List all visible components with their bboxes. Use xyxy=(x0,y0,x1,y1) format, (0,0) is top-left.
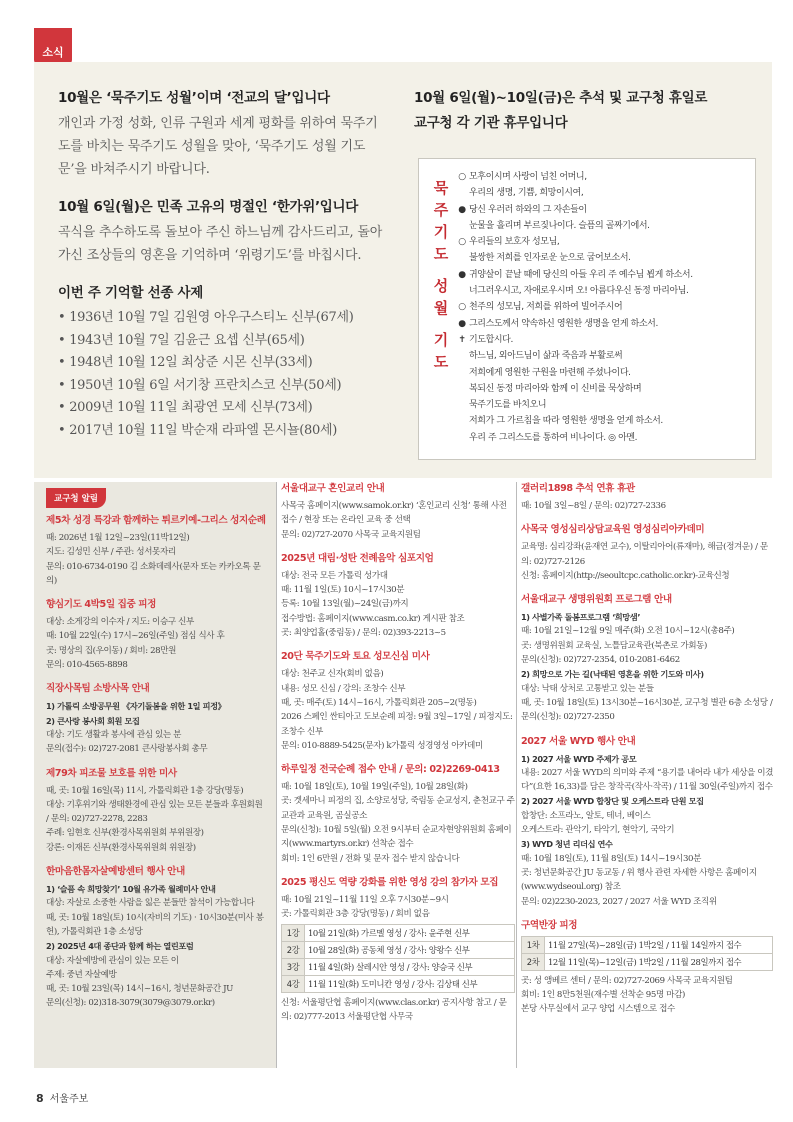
notice-section xyxy=(46,514,266,588)
notice-line: 때: 10월 18일(토), 11월 8일(토) 14시~19시30분 xyxy=(521,853,701,864)
prayer-line xyxy=(455,348,751,364)
notice-line: 2) 큰사랑 봉사회 회원 모집 xyxy=(46,715,140,726)
prayer-line-text: 당신 우러러 하와의 그 자손들이 xyxy=(469,204,587,215)
prayer-line-text: 복되신 동정 마리아와 함께 이 신비를 묵상하며 xyxy=(469,383,642,394)
rosary-month-heading: 10월은 ‘묵주기도 성월’이며 ‘전교의 달’입니다 xyxy=(58,90,330,106)
notice-line: 내용: 2027 서울 WYD의 의미와 주제 “용기를 내어라 내가 세상을 이겼다”(요한 16,33)를 담은 창작곡(작사·작곡) / 11월 30일(주일)까지 접수 xyxy=(521,767,774,793)
notice-line: 1) 가톨릭 소방공무원 《자기돌봄을 위한 1일 피정》 xyxy=(46,701,226,712)
notice-section xyxy=(46,865,266,1011)
column-divider xyxy=(276,482,277,1068)
notice-line: 대상: 천주교 신자(회비 없음) xyxy=(281,669,384,680)
notice-line: 대상: 전국 모든 가톨릭 성가대 xyxy=(281,570,388,581)
notice-line: 때, 곳: 10월 18일(토) 10시(자비의 기도) · 10시30분(미사 봉헌), 가톨릭회관 1층 소성당 xyxy=(46,912,264,937)
notice-line: 등록: 10월 13일(월)~24일(금)까지 xyxy=(281,599,409,610)
notice-title: 향심기도 4박5일 집중 피정 xyxy=(46,599,157,611)
right-notice-sections xyxy=(521,482,773,1017)
prayer-line xyxy=(455,202,751,218)
notice-section xyxy=(281,482,515,542)
notice-line: 문의: 010-8889-5425(문자) k가톨릭 성경영성 아카데미 xyxy=(281,740,483,751)
notice-title: 제5차 성경 특강과 함께하는 튀르키예-그리스 성지순례 xyxy=(46,515,266,526)
prayer-line-text: 우리들의 보호자 성모님, xyxy=(469,237,560,248)
notice-line: 때: 10월 21일~11월 11일 오후 7시30분~9시 xyxy=(281,894,449,905)
notice-section xyxy=(521,735,773,909)
notice-line: 접수방법: 홈페이지(www.casm.co.kr) 게시판 참조 xyxy=(281,613,465,624)
notice-section xyxy=(281,876,515,1024)
notice-title: 구역반장 피정 xyxy=(521,919,578,931)
prayer-marker-icon: ○ xyxy=(458,302,466,313)
notice-line: 사목국 홈페이지(www.samok.or.kr) ‘혼인교리 신청’ 통해 사전 접수 / 현장 또는 온라인 교육 중 선택 xyxy=(281,501,507,526)
notice-line: 문의(접수): 02)727-2081 큰사랑봉사회 총무 xyxy=(46,744,208,755)
chuseok-heading: 10월 6일(월)은 민족 고유의 명절인 ‘한가위’입니다 xyxy=(58,199,359,215)
diocese-notices-column xyxy=(34,482,276,1021)
notice-line: 대상: 자살예방에 관심이 있는 모든 이 xyxy=(46,955,179,966)
notice-section xyxy=(46,682,266,756)
notice-line: 문의: 02)2230-2023, 2027 / 2027 서울 WYD 조직위 xyxy=(521,896,717,907)
notice-title: 서울대교구 생명위원회 프로그램 안내 xyxy=(521,594,672,606)
rosary-month-text: 개인과 가정 성화, 인류 구원과 세계 평화를 위하여 묵주기도를 바치는 묵주기도 성월을 맞아, ‘묵주기도 성월 기도문’을 바쳐주시기 바랍니다. xyxy=(58,116,378,177)
notice-line: 2026 스페인 싼티아고 도보순례 피정: 9월 3일~17일 / 피정지도: 조창수 신부 xyxy=(281,712,513,737)
table-row xyxy=(522,953,773,970)
prayer-line xyxy=(455,283,751,299)
prayer-marker-icon: ● xyxy=(458,269,466,280)
deceased-priest-item: • 1943년 10월 7일 김윤근 요셉 신부(65세) xyxy=(58,330,388,353)
notice-line: 2) 2027 서울 WYD 합창단 및 오케스트라 단원 모집 xyxy=(521,796,704,807)
prayer-line xyxy=(455,316,751,332)
notice-line: 곳: 성 앵베르 센터 / 문의: 02)727-2069 사목국 교육지원팀 xyxy=(521,975,733,986)
notice-line: 강론: 이재돈 신부(환경사목위원회 위원장) xyxy=(46,842,196,853)
prayer-title-char: 주 xyxy=(433,201,449,219)
notice-line: 대상: 낙태 상처로 고통받고 있는 분들 xyxy=(521,683,654,694)
prayer-line xyxy=(455,365,751,381)
deceased-priest-item: • 2009년 10월 11일 최광연 모세 신부(73세) xyxy=(58,397,388,420)
session-number: 3강 xyxy=(282,958,305,975)
deceased-priests-heading: 이번 주 기억할 선종 사제 xyxy=(58,285,204,301)
notice-line: 곳: 최양업홀(중림동) / 문의: 02)393-2213~5 xyxy=(281,628,446,639)
prayer-marker-icon: ● xyxy=(458,318,466,329)
left-notices xyxy=(58,86,388,442)
prayer-line xyxy=(455,397,751,413)
right-notices xyxy=(414,86,754,136)
prayer-line-text: 우리의 생명, 기쁨, 희망이시여, xyxy=(469,188,584,199)
prayer-text xyxy=(455,169,751,446)
session-detail: 12월 11일(목)~12일(금) 1박2일 / 11월 28일까지 접수 xyxy=(545,953,773,970)
notice-line: 때, 곳: 매주(토) 14시~16시, 가톨릭회관 205~2(명동) xyxy=(281,697,477,708)
notice-line: 1) ‘슬픔 속 희망찾기’ 10월 유가족 월례미사 안내 xyxy=(46,884,216,895)
prayer-marker-icon: ● xyxy=(458,204,466,215)
prayer-line-text: 우리 주 그리스도를 통하여 비나이다. ◎ 아멘. xyxy=(469,432,638,443)
prayer-line xyxy=(455,234,751,250)
notice-line: 회비: 1인 6만원 / 전화 및 문자 접수 받지 않습니다 xyxy=(281,853,460,864)
publication-name: 서울주보 xyxy=(49,1094,89,1105)
session-number: 2강 xyxy=(282,941,305,958)
deceased-priest-item: • 2017년 10월 11일 박순재 라파엘 몬시뇰(80세) xyxy=(58,420,388,443)
holiday-closure-line1: 10월 6일(월)~10일(금)은 추석 및 교구청 휴일로 xyxy=(414,90,708,106)
prayer-line-text: 귀양살이 끝날 때에 당신의 아들 우리 주 예수님 뵙게 하소서. xyxy=(469,269,693,280)
notice-section xyxy=(521,593,773,724)
notice-title: 2025년 대림·성탄 전례음악 심포지엄 xyxy=(281,552,434,564)
notice-section xyxy=(521,523,773,583)
prayer-line xyxy=(455,185,751,201)
notice-line: 때: 10월 21일~12월 9일 매주(화) 오전 10시~12시(총8주) xyxy=(521,626,735,637)
holiday-closure-line2: 교구청 각 기관 휴무입니다 xyxy=(414,115,568,131)
notice-line: 곳: 생명위원회 교육실, 노틀담교육관(북촌로 가회동) xyxy=(521,640,707,651)
notice-line: 신청: 서울평단협 홈페이지(www.clas.or.kr) 공지사항 참고 / 문의: 02)777-2013 서울평단협 사무국 xyxy=(281,997,507,1022)
notice-line: 3) WYD 청년 리더십 연수 xyxy=(521,839,613,850)
notice-line: 지도: 김성민 신부 / 주관: 성서못자리 xyxy=(46,547,176,558)
events-column-right xyxy=(521,482,773,1027)
prayer-line-text: 기도합시다. xyxy=(469,334,513,345)
notice-line: 때: 2026년 1월 12일~23일(11박12일) xyxy=(46,533,190,543)
notice-line: 때: 10월 22일(수) 17시~26일(주일) 점심 식사 후 xyxy=(46,631,225,642)
notice-line: 대상: 기도 생활과 봉사에 관심 있는 분 xyxy=(46,729,182,740)
prayer-line-text: 묵주기도를 바치오니 xyxy=(469,400,547,411)
notice-section xyxy=(46,598,266,672)
schedule-table xyxy=(281,924,515,993)
deceased-priest-item: • 1950년 10월 6일 서기창 프란치스코 신부(50세) xyxy=(58,375,388,398)
table-row xyxy=(522,936,773,953)
notice-title: 직장사목팀 소방사목 안내 xyxy=(46,683,150,695)
prayer-marker-icon: ○ xyxy=(458,172,466,182)
notice-title: 사목국 영성심리상담교육원 영성심리아카데미 xyxy=(521,524,705,536)
prayer-title-char: 도 xyxy=(433,245,449,263)
notice-section xyxy=(521,482,773,513)
deceased-priest-item: • 1936년 10월 7일 김원영 아우구스티노 신부(67세) xyxy=(58,307,388,330)
notice-line: 때: 10월 3일~8일 / 문의: 02)727-2336 xyxy=(521,501,666,511)
deceased-priest-item: • 1948년 10월 12일 최상준 시몬 신부(33세) xyxy=(58,352,388,375)
prayer-line-text: 그리스도께서 약속하신 영원한 생명을 얻게 하소서. xyxy=(469,318,658,329)
notice-line: 문의: 010-6734-0190 김 소화데레사(문자 또는 카카오톡 문의) xyxy=(46,561,261,586)
notice-title: 제79차 피조물 보호를 위한 미사 xyxy=(46,767,177,779)
table-row xyxy=(282,975,515,992)
diocese-notice-chip: 교구청 알림 xyxy=(46,488,106,508)
page-footer xyxy=(36,1090,88,1105)
prayer-title xyxy=(433,177,449,373)
notice-title: 20단 묵주기도와 토요 성모신심 미사 xyxy=(281,651,430,663)
notice-line: 곳: 겟세마니 피정의 집, 소양로성당, 죽림동 순교성지, 춘천교구 주교관과 교육원, 곰실공소 xyxy=(281,796,515,821)
prayer-title-char: 월 xyxy=(433,299,449,317)
prayer-line-text: 하느님, 외아드님이 삶과 죽음과 부활로써 xyxy=(469,351,623,362)
holiday-closure-heading xyxy=(414,86,754,136)
prayer-line xyxy=(455,332,751,348)
session-number: 4강 xyxy=(282,975,305,992)
prayer-title-char: 도 xyxy=(433,353,449,371)
notice-line: 때: 10월 18일(토), 10월 19일(주일), 10월 28일(화) xyxy=(281,782,468,793)
prayer-line xyxy=(455,413,751,429)
session-detail: 11월 11일(화) 도미니칸 영성 / 강사: 김상태 신부 xyxy=(305,975,515,992)
page-number: 8 xyxy=(36,1092,44,1105)
notice-line: 대상: 기후위기와 생태환경에 관심 있는 모든 분들과 후원회원 / 문의: 02)727-2278, 2283 xyxy=(46,799,263,825)
notice-line: 문의: 02)727-2070 사목국 교육지원팀 xyxy=(281,529,421,540)
notice-line: 신청: 홈페이지(http://seoultcpc.catholic.or.kr)-교육신청 xyxy=(521,570,730,581)
prayer-marker-icon: ✝ xyxy=(458,334,466,345)
prayer-line xyxy=(455,218,751,234)
prayer-line xyxy=(455,169,751,185)
schedule-table xyxy=(521,936,773,971)
notice-title: 2025 평신도 역량 강화를 위한 영성 강의 참가자 모집 xyxy=(281,876,499,888)
prayer-line xyxy=(455,299,751,315)
prayer-line-text: 천주의 성모님, 저희를 위하여 빌어주시어 xyxy=(469,302,623,313)
notice-section xyxy=(281,650,515,753)
notice-line: 1) 사별가족 돌봄프로그램 ‘희망샘’ xyxy=(521,612,641,623)
notice-line: 대상: 자살로 소중한 사람을 잃은 분들만 참석이 가능합니다 xyxy=(46,898,255,909)
notice-line: 내용: 성모 신심 / 강의: 조창수 신부 xyxy=(281,683,406,694)
notice-line: 문의(신청): 10월 5일(월) 오전 9시부터 순교자현양위원회 홈페이지(www.martyrs.or.kr) 선착순 접수 xyxy=(281,825,512,850)
notice-line: 주제: 중년 자살예방 xyxy=(46,969,117,980)
notice-line: 대상: 소게강의 이수자 / 지도: 이승구 신부 xyxy=(46,617,194,628)
prayer-line xyxy=(455,430,751,446)
chuseok-text: 곡식을 추수하도록 돌보아 주신 하느님께 감사드리고, 돌아가신 조상들의 영혼을 기억하며 ‘위령기도’를 바칩시다. xyxy=(58,225,383,263)
notice-line: 문의(신청): 02)727-2354, 010-2081-6462 xyxy=(521,655,680,666)
notice-line: 문의(신청): 02)318-3079(3079@3079.or.kr) xyxy=(46,998,215,1009)
middle-notice-sections xyxy=(281,482,515,1024)
column-divider xyxy=(516,482,517,1068)
prayer-title-char: 기 xyxy=(433,331,449,349)
notice-line: 회비: 1인 8만5천원(재수별 선착순 95명 마감) xyxy=(521,990,685,1001)
notice-line: 문의: 010-4565-8898 xyxy=(46,660,128,671)
table-row xyxy=(282,924,515,941)
prayer-line-text: 너그러우시고, 자애로우시며 오! 아름다우신 동정 마리아님. xyxy=(469,286,689,297)
prayer-line-text: 눈물을 흘리며 부르짖나이다. 슬픔의 골짜기에서. xyxy=(469,220,650,231)
notice-line: 합창단: 소프라노, 알토, 테너, 베이스 xyxy=(521,810,651,821)
section-tag: 소식 xyxy=(34,28,72,64)
diocese-notice-sections xyxy=(46,514,266,1011)
notice-line: 1) 2027 서울 WYD 주제가 공모 xyxy=(521,753,637,764)
table-row xyxy=(282,958,515,975)
notice-line: 때, 곳: 10월 23일(목) 14시~16시, 청년문화공간 JU xyxy=(46,984,234,995)
prayer-marker-icon: ○ xyxy=(458,237,466,248)
notice-line: 오케스트라: 관악기, 타악기, 현악기, 국악기 xyxy=(521,825,675,836)
deceased-priests-list xyxy=(58,307,388,442)
prayer-line-text: 저희가 그 가르침을 따라 영원한 생명을 얻게 하소서. xyxy=(469,416,663,427)
events-column-middle xyxy=(281,482,515,1034)
prayer-line xyxy=(455,267,751,283)
prayer-line xyxy=(455,381,751,397)
notice-line: 주례: 임현호 신부(환경사목위원회 부위원장) xyxy=(46,828,204,839)
notice-title: 서울대교구 혼인교리 안내 xyxy=(281,483,385,494)
prayer-title-char: 기 xyxy=(433,223,449,241)
notice-line: 때, 곳: 10월 16일(목) 11시, 가톨릭회관 1층 강당(명동) xyxy=(46,785,244,796)
notice-title: 한마음한몸자살예방센터 행사 안내 xyxy=(46,866,185,878)
prayer-line-text: 불쌍한 저희를 인자로운 눈으로 굽어보소서. xyxy=(469,253,631,264)
session-detail: 10월 28일(화) 공동체 영성 / 강사: 양왕수 신부 xyxy=(305,941,515,958)
notice-section xyxy=(521,919,773,1017)
prayer-line xyxy=(455,250,751,266)
session-detail: 11월 4일(화) 살레시안 영성 / 강사: 양승국 신부 xyxy=(305,958,515,975)
session-number: 1강 xyxy=(282,924,305,941)
notice-line: 곳: 가톨릭회관 3층 강당(명동) / 회비 없음 xyxy=(281,909,430,920)
session-detail: 11월 27일(목)~28일(금) 1박2일 / 11월 14일까지 접수 xyxy=(545,936,773,953)
notice-line: 2) 희망으로 가는 길(낙태된 영혼을 위한 기도와 미사) xyxy=(521,669,704,680)
notice-line: 곳: 청년문화공간 JU 동교동 / 위 행사 관련 자세한 사항은 홈페이지(www.wydseoul.org) 참조 xyxy=(521,867,757,893)
notice-line: 교육명: 심리강좌(윤재연 교수), 이탈리아어(류재마), 해금(정겨운) / 문의: 02)727-2126 xyxy=(521,542,768,567)
session-number: 2차 xyxy=(522,953,545,970)
session-detail: 10월 21일(화) 가르멜 영성 / 강사: 윤주현 신부 xyxy=(305,924,515,941)
notice-title: 하루일정 전국순례 접수 안내 / 문의: 02)2269-0413 xyxy=(281,764,500,776)
notice-line: 때: 11월 1일(토) 10시~17시30분 xyxy=(281,585,405,596)
prayer-line-text: 모후이시며 사랑이 넘친 어머니, xyxy=(469,172,587,182)
notice-title: 갤러리1898 추석 연휴 휴관 xyxy=(521,483,635,494)
prayer-title-char: 묵 xyxy=(433,179,449,197)
session-number: 1차 xyxy=(522,936,545,953)
notice-line: 본당 사무실에서 교구 양업 시스템으로 접수 xyxy=(521,1004,675,1015)
notice-line: 2) 2025년 4대 종단과 함께 하는 열린포럼 xyxy=(46,941,194,952)
notice-title: 2027 서울 WYD 행사 안내 xyxy=(521,735,636,747)
notice-section xyxy=(281,552,515,640)
prayer-line-text: 저희에게 영원한 구원을 마련해 주셨나이다. xyxy=(469,367,631,378)
notice-section xyxy=(46,767,266,855)
notice-line: 때, 곳: 10월 18일(토) 13시30분~16시30분, 교구청 별관 6층 소성당 / 문의(신청): 02)727-2350 xyxy=(521,697,773,723)
table-row xyxy=(282,941,515,958)
rosary-prayer-box xyxy=(418,158,756,460)
notice-section xyxy=(281,763,515,866)
prayer-title-char: 성 xyxy=(433,277,449,295)
notice-line: 곳: 명상의 집(우이동) / 회비: 28만원 xyxy=(46,645,177,656)
